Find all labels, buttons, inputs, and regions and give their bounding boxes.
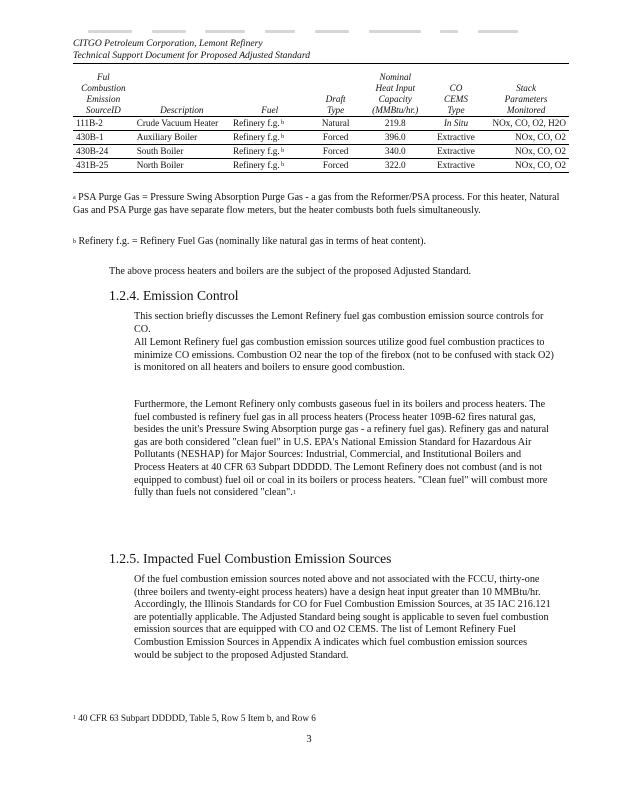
- description-cell: Crude Vacuum Heater: [136, 118, 219, 128]
- table-row: [73, 159, 569, 173]
- impacted-sources-p1: Of the fuel combustion emission sources noted above and not associated with the FCCU, thirty-one (three boilers and twenty-eight process heaters) have a design heat input greater than 10 MMBtu/hr. Accordingly, the Illinois Standards for CO for Fuel Combustion Emission Sources, at 35 IAC 216.121 are potentially applicable. The Adjusted Standard being sought is applicable to seven fuel combustion emission sources that are equipped with CO and O2 CEMS. The list of Lemont Refinery Fuel Combustion Emission Sources in Appendix A indicates which fuel combustion emission sources would be subject to the proposed Adjusted Standard.: [134, 574, 551, 661]
- fuel-cell: Refinery f.g. $^b$: [230, 159, 310, 173]
- col-header-description: Description: [134, 72, 230, 117]
- table-row: [73, 117, 569, 131]
- fuel-footnote-mark: b: [279, 148, 285, 154]
- document-header-line2: Technical Support Document for Proposed Adjusted Standard: [73, 50, 310, 61]
- heat-input-cell: 340.0: [362, 145, 429, 159]
- footnote-a: [73, 192, 573, 217]
- cems-type-cell: Extractive: [429, 145, 483, 159]
- emission-control-p3-text: Furthermore, the Lemont Refinery only combusts gaseous fuel in its boilers and process heaters. The fuel combusted is refinery fuel gas in all process heaters (Process heater 109B-62 fires natural gas, besides the unit's Pressure Swing Absorption purge gas - a refinery fuel gas). Refinery gas and natural gas are both considered "clean fuel" in U.S. EPA's National Emission Standard for Hazardous Air Pollutants (NESHAP) for Major Sources: Industrial, Commercial, and Institutional Boilers and Process Heaters at 40 CFR 63 Subpart DDDDD. The Lemont Refinery does not combust (and is not equipped to combust) fuel oil or coal in its boilers or process heaters. "Clean fuel" will combust more fully than fuels not considered "clean".: [134, 399, 549, 499]
- col-header-stack-parameters: Stack Parameters Monitored: [483, 72, 569, 117]
- page-number: 3: [306, 734, 312, 745]
- description-cell: South Boiler: [134, 145, 230, 159]
- table-header-row: [73, 72, 569, 117]
- footnote-a-text: PSA Purge Gas = Pressure Swing Absorption Purge Gas - a gas from the Reformer/PSA process. For this heater, Natural Gas and PSA Purge gas have separate flow meters, but the heater combusts both fuels simultaneously.: [73, 192, 560, 216]
- col-header-source-id: Ful Combustion Emission SourceID: [73, 72, 134, 117]
- source-id-cell: 111B-2: [76, 118, 103, 128]
- col-header-cems-type: CO CEMS Type: [429, 72, 483, 117]
- cems-type-cell: In Situ: [443, 118, 469, 128]
- cems-type-cell: Extractive: [429, 159, 483, 173]
- section-heading-impacted-sources: 1.2.5. Impacted Fuel Combustion Emission Sources: [109, 551, 392, 566]
- fuel-footnote-mark: b: [279, 162, 285, 168]
- page-footnote-text: 40 CFR 63 Subpart DDDDD, Table 5, Row 5 Item b, and Row 6: [78, 713, 316, 723]
- emission-control-p2: All Lemont Refinery fuel gas combustion emission sources utilize good fuel combustion practices to minimize CO emissions. Combustion O2 near the top of the firebox (not to be confused with stack O2) is monitored on all heaters and boilers to ensure good combustion.: [134, 337, 554, 374]
- emission-control-p1: This section briefly discusses the Lemont Refinery fuel gas combustion emission source controls for CO.: [134, 311, 544, 335]
- col-header-fuel: Fuel: [230, 72, 310, 117]
- table-body: [73, 117, 569, 173]
- stack-params-cell: NOx, CO, O2, H2O: [492, 118, 566, 128]
- heat-input-cell: 219.8: [384, 118, 406, 128]
- table-row: [73, 145, 569, 159]
- fuel-footnote-mark: b: [279, 134, 285, 140]
- heat-input-cell: 322.0: [362, 159, 429, 173]
- fuel-cell: Refinery f.g. $^b$: [230, 131, 310, 145]
- table-row: [73, 131, 569, 145]
- page-footnote: [73, 713, 316, 724]
- draft-cell: Forced: [309, 145, 361, 159]
- emission-control-p3: [134, 399, 554, 500]
- fuel-footnote-mark: b: [279, 120, 285, 126]
- footnote-b-text: Refinery f.g. = Refinery Fuel Gas (nominally like natural gas in terms of heat content).: [78, 236, 426, 247]
- document-header-line1: CITGO Petroleum Corporation, Lemont Refinery: [73, 38, 263, 49]
- col-header-heat-input: Nominal Heat Input Capacity (MMBtu/hr.): [362, 72, 429, 117]
- stack-params-cell: NOx, CO, O2: [483, 145, 569, 159]
- source-id-cell: 431B-25: [73, 159, 134, 173]
- page-footnote-mark: 1: [73, 715, 76, 721]
- intro-paragraph: The above process heaters and boilers are the subject of the proposed Adjusted Standard.: [109, 266, 472, 277]
- section-heading-emission-control: 1.2.4. Emission Control: [109, 288, 239, 303]
- source-id-cell: 430B-24: [73, 145, 134, 159]
- faint-header-marks: [88, 30, 518, 36]
- cems-type-cell: Extractive: [429, 131, 483, 145]
- footnote-a-mark: a: [73, 195, 76, 201]
- emission-sources-table: [73, 72, 569, 173]
- col-header-draft-type: Draft Type: [309, 72, 361, 117]
- draft-cell: Forced: [309, 159, 361, 173]
- fuel-cell: Refinery f.g. $^b$: [232, 118, 285, 128]
- footnote-b-mark: b: [73, 239, 76, 245]
- fuel-cell: Refinery f.g. $^b$: [230, 145, 310, 159]
- header-divider: [73, 63, 569, 64]
- draft-cell: Forced: [309, 131, 361, 145]
- description-cell: North Boiler: [134, 159, 230, 173]
- description-cell: Auxiliary Boiler: [134, 131, 230, 145]
- stack-params-cell: NOx, CO, O2: [483, 131, 569, 145]
- footnote-ref-1: 1: [292, 490, 296, 497]
- stack-params-cell: NOx, CO, O2: [483, 159, 569, 173]
- source-id-cell: 430B-1: [73, 131, 134, 145]
- footnote-b: [73, 236, 573, 249]
- draft-cell: Natural: [321, 118, 350, 128]
- heat-input-cell: 396.0: [362, 131, 429, 145]
